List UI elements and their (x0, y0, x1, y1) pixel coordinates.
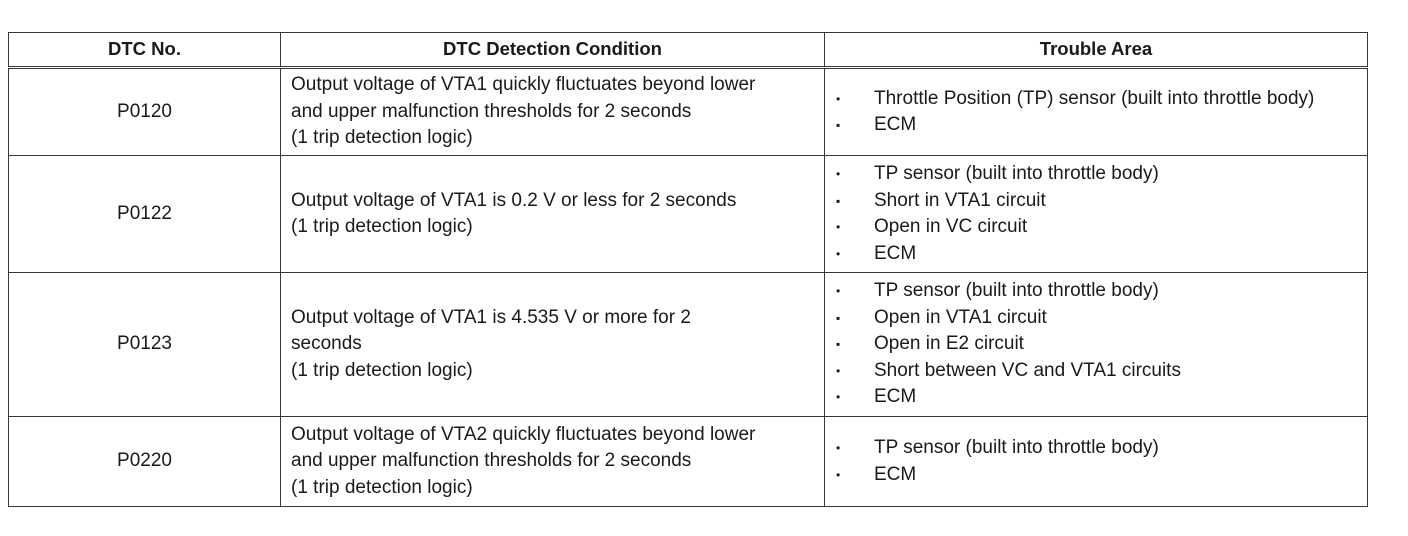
list-item (835, 241, 1361, 268)
table-header (9, 33, 1368, 68)
bullet-icon: ▪ (836, 337, 841, 352)
condition-line: (1 trip detection logic) (291, 359, 473, 381)
bullet-icon: • (836, 284, 841, 299)
condition-line: Output voltage of VTA1 quickly fluctuates beyond lower (291, 74, 756, 96)
detection-condition (281, 417, 825, 507)
dtc-code: P0220 (9, 417, 281, 507)
list-item (835, 112, 1361, 139)
bullet-icon: • (836, 441, 841, 455)
list-item (835, 435, 1361, 462)
trouble-area (825, 156, 1368, 273)
bullet-icon: ▪ (836, 310, 841, 325)
table-row (9, 273, 1368, 417)
trouble-area-text: TP sensor (built into throttle body) (874, 163, 1159, 184)
trouble-area-text: Short in VTA1 circuit (874, 189, 1046, 211)
condition-line: and upper malfunction thresholds for 2 seconds (291, 100, 692, 122)
list-item (835, 305, 1361, 332)
list-item (835, 86, 1361, 113)
trouble-area-text: ECM (874, 242, 917, 264)
bullet-icon: • (836, 220, 841, 234)
detection-condition (281, 156, 825, 273)
trouble-area-list (835, 161, 1361, 267)
bullet-icon: ▪ (836, 118, 841, 132)
trouble-area-text: ECM (874, 463, 917, 485)
trouble-area-list (835, 86, 1361, 139)
dtc-table (8, 32, 1368, 507)
list-item (835, 384, 1361, 411)
header-row (9, 33, 1368, 68)
list-item (835, 331, 1361, 358)
dtc-code: P0123 (9, 273, 281, 417)
condition-line: seconds (291, 333, 362, 355)
table-row (9, 68, 1368, 156)
table-body (9, 68, 1368, 507)
bullet-icon: • (836, 363, 841, 378)
header-trouble-area: Trouble Area (825, 33, 1368, 68)
detection-condition (281, 68, 825, 156)
bullet-icon: ▪ (836, 193, 841, 208)
trouble-area-list (835, 278, 1361, 411)
condition-line: Output voltage of VTA2 quickly fluctuates beyond lower (291, 423, 756, 445)
dtc-code: P0122 (9, 156, 281, 273)
condition-line: and upper malfunction thresholds for 2 seconds (291, 450, 692, 472)
condition-line: Output voltage of VTA1 is 0.2 V or less for 2 seconds (291, 189, 737, 211)
trouble-area-list (835, 435, 1361, 488)
trouble-area (825, 273, 1368, 417)
list-item (835, 358, 1361, 385)
trouble-area-text: Open in VC circuit (874, 216, 1028, 237)
condition-line: Output voltage of VTA1 is 4.535 V or more for 2 (291, 306, 691, 328)
trouble-area-text: Open in VTA1 circuit (874, 306, 1047, 328)
trouble-area (825, 68, 1368, 156)
list-item (835, 188, 1361, 215)
condition-line: (1 trip detection logic) (291, 476, 473, 498)
trouble-area-text: TP sensor (built into throttle body) (874, 437, 1159, 458)
bullet-icon: • (836, 246, 841, 261)
bullet-icon: • (836, 390, 841, 405)
list-item (835, 214, 1361, 241)
bullet-icon: • (836, 467, 841, 482)
trouble-area (825, 417, 1368, 507)
trouble-area-text: TP sensor (built into throttle body) (874, 280, 1159, 302)
trouble-area-text: ECM (874, 386, 917, 408)
detection-condition (281, 273, 825, 417)
bullet-icon: • (836, 91, 841, 106)
table-row (9, 417, 1368, 507)
trouble-area-text: Open in E2 circuit (874, 333, 1024, 355)
bullet-icon: • (836, 167, 841, 181)
trouble-area-text: Throttle Position (TP) sensor (built into throttle body) (874, 87, 1315, 109)
dtc-code: P0120 (9, 68, 281, 156)
header-detection-condition: DTC Detection Condition (281, 33, 825, 68)
condition-line: (1 trip detection logic) (291, 127, 473, 149)
list-item (835, 278, 1361, 305)
trouble-area-text: ECM (874, 114, 917, 135)
list-item (835, 161, 1361, 188)
list-item (835, 462, 1361, 489)
table-row (9, 156, 1368, 273)
header-dtc-no: DTC No. (9, 33, 281, 68)
trouble-area-text: Short between VC and VTA1 circuits (874, 359, 1181, 381)
condition-line: (1 trip detection logic) (291, 216, 473, 237)
